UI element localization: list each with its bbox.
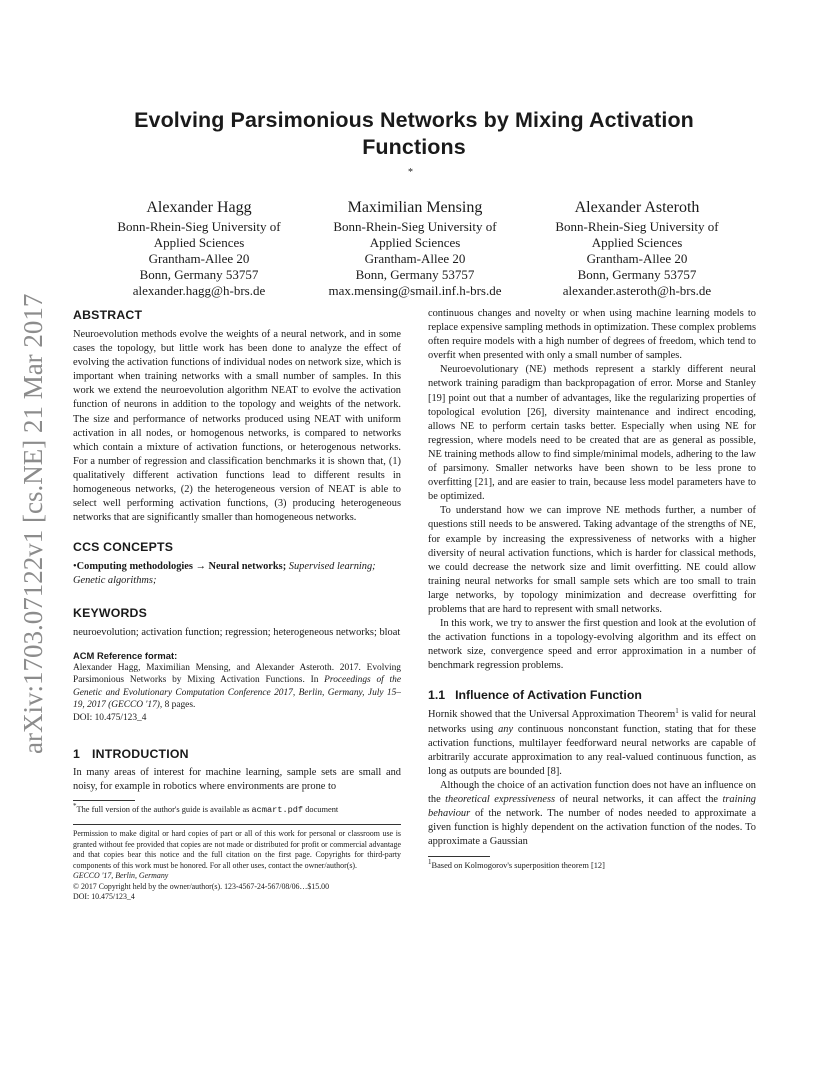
text-run: Although the choice of an activation function does not have an influence on the [428,779,756,805]
footnote-text-after: document [303,804,339,814]
author-street: Grantham-Allee 20 [148,251,250,266]
footnote-text: Based on Kolmogorov's superposition theorem [12] [431,861,605,871]
section-heading-introduction [73,746,401,762]
subsection-title: Influence of Activation Function [455,688,642,703]
kolmogorov-footnote [428,860,756,872]
acm-reference-doi: DOI: 10.475/123_4 [73,712,147,723]
copyright-line: © 2017 Copyright held by the owner/author(s). 123-4567-24-567/08/06…$15.00 [73,881,330,891]
footnote-rule [73,800,135,801]
author-block-3 [522,198,752,299]
subsection-number: 1.1 [428,688,446,703]
author-street: Grantham-Allee 20 [586,251,688,266]
title-footnote-mark: * [408,167,413,178]
right-column [428,307,756,872]
author-email: max.mensing@smail.inf.h-brs.de [328,283,502,298]
ccs-heading: CCS CONCEPTS [73,540,174,555]
left-column [73,307,401,903]
title-line-2: Functions [362,135,466,159]
author-city: Bonn, Germany 53757 [139,267,259,282]
abstract-text: Neuroevolution methods evolve the weights of a neural network, and in some cases the topology, but little work has been done to analyze the effect of evolving the activation functions of individual nodes on network size, which is important when training networks with a small number of samples. In this work we extend the neuroevolution algorithm NEAT to evolve the activation function of neurons in addition to the topology and weights of the network. The size and performance of networks produced using NEAT with uniform activation in all nodes, or homogenous networks, is compared to networks which contain a mixture of activation functions, or heterogenous networks. For a number of regression and classification benchmarks it is shown that, (1) qualitatively different activation functions lead to different results in homogeneous networks, (2) the heterogeneous version of NEAT is able to select well performing activation functions, (3) producing heterogeneous networks that are significantly smaller than homogeneous networks. [73,329,401,524]
ccs-bullet: • [73,561,77,573]
keywords-text: neuroevolution; activation function; regression; heterogeneous networks; bloat [73,626,401,638]
activation-paragraph-1 [428,708,756,778]
permission-venue-text: GECCO '17, Berlin, Germany [73,871,169,881]
author-name: Alexander Hagg [146,199,252,216]
author-name: Maximilian Mensing [347,199,483,216]
author-block-1 [84,198,314,299]
author-email: alexander.asteroth@h-brs.de [562,283,712,298]
footnote-code: acmart.pdf [251,804,304,815]
author-block-2 [300,198,530,299]
activation-paragraph-2 [428,779,756,849]
abstract-heading: ABSTRACT [73,308,143,322]
emphasis: training behaviour [428,794,756,820]
author-affiliation: Bonn-Rhein-Sieg University of [333,219,497,234]
author-street: Grantham-Allee 20 [364,251,466,266]
intro-paragraph-this-work: In this work, we try to answer the first question and look at the evolution of the activation functions in a topology-evolving algorithm and its effect on network size, convergence speed and error approximation in a number of benchmark regression problems. [428,618,756,672]
footnote-rule [428,856,490,857]
author-affiliation-2: Applied Sciences [591,235,683,250]
text-run: is valid for neural networks using [428,709,756,735]
text-run: of neural networks, it can affect the [555,794,723,805]
emphasis: theoretical expressiveness [445,794,556,805]
ccs-secondary: Supervised learning; Genetic algorithms; [73,561,376,587]
title-line-1: Evolving Parsimonious Networks by Mixing Activation [134,108,694,132]
author-email: alexander.hagg@h-brs.de [132,283,266,298]
text-run: continuous nonconstant function, stating that for these activation functions, multilayer feedforward neural networks are capable of arbitrarily accurate approximation to any real-valued continuous function, as long as outputs are bounded [8]. [428,723,756,777]
arxiv-identifier: arXiv:1703.07122v1 [cs.NE] 21 Mar 2017 [18,293,48,754]
footnote-mark: * [73,801,77,810]
arxiv-stamp [2,284,58,754]
footnote-ref: 1 [675,707,679,716]
footnote-text-before: The full version of the author's guide is available as [76,804,252,814]
intro-paragraph: In many areas of interest for machine learning, sample sets are small and noisy, for example in robotics where environments are prone to [73,766,401,792]
acm-reference-authors: Alexander Hagg, Maximilian Mensing, and Alexander Asteroth. 2017. Evolving Parsimonious Networks by Mixing Activation Functions. In [73,662,401,686]
intro-paragraph-continued: continuous changes and novelty or when using machine learning models to replace expensive sampling methods in optimization. These complex problems often require models with a high number of degrees of freedom, which tend to overfit when presented with only a small number of samples. [428,308,756,362]
acm-reference-venue: Proceedings of the Genetic and Evolutionary Computation Conference 2017, Berlin, Germany, July 15–19, 2017 (GECCO '17), [73,675,401,711]
permission-notice: Permission to make digital or hard copies of part or all of this work for personal or classroom use is granted without fee provided that copies are not made or distributed for profit or commercial advantage and that copies bear this notice and the full citation on the first page. Copyrights for third-party components of this work must be honored. For all other uses, contact the owner/author(s). [73,829,401,870]
permission-doi: DOI: 10.475/123_4 [73,892,135,902]
author-affiliation-2: Applied Sciences [369,235,461,250]
intro-paragraph-ne: Neuroevolutionary (NE) methods represent a starkly different neural network training paradigm than backpropagation of error. Morse and Stanley [19] point out that a number of advantages, like the regularizing properties of topological evolution [26], diversity maintenance and indirect encoding, allows NE to perform certain tasks better. Especially when using NE for regression, where models need to be created that are as general as possible, NE training methods allow to find simple/minimal models, adhering to the law of parsimony. Smaller networks have been shown to be less prone to overfitting [21], and are easier to train, because less model parameters have to be optimized. [428,364,756,503]
ccs-primary: Computing methodologies → Neural networks; [76,561,287,573]
author-city: Bonn, Germany 53757 [355,267,475,282]
paper-title [90,107,738,161]
text-run: of the network. The number of nodes needed to approximate a given function is highly dependent on the activation function of the nodes. To approximate a Gaussian [428,808,756,848]
keywords-heading: KEYWORDS [73,605,148,620]
permission-rule [73,824,401,825]
author-name: Alexander Asteroth [574,199,700,216]
title-footnote [73,801,401,817]
author-affiliation-2: Applied Sciences [153,235,245,250]
ccs-concepts [73,560,401,588]
emphasis: any [498,723,514,735]
section-title: INTRODUCTION [92,746,189,761]
section-number: 1 [73,746,81,761]
author-affiliation: Bonn-Rhein-Sieg University of [555,219,719,234]
footnote-mark: 1 [428,858,432,867]
permission-venue [73,871,401,882]
intro-paragraph-questions: To understand how we can improve NE methods further, a number of questions still needs to be answered. Taking advantage of the strengths of NE, for example by increasing the expressiveness of networks with a higher diversity of neural activation functions, which is harder for classical methods, we could decrease the network size and limit overfitting. NE could allow training neural networks for small sample sets which are too small to train large networks, by topology minimization and decrease overfitting for problems that are hard to represent with small networks. [428,505,756,615]
author-affiliation: Bonn-Rhein-Sieg University of [117,219,281,234]
text-run: Hornik showed that the Universal Approximation Theorem [428,709,676,721]
acm-reference-text [73,662,401,712]
author-city: Bonn, Germany 53757 [577,267,697,282]
acm-reference-pages: 8 pages. [162,700,196,711]
acm-reference-heading: ACM Reference format: [73,649,178,661]
subsection-heading [428,687,756,703]
